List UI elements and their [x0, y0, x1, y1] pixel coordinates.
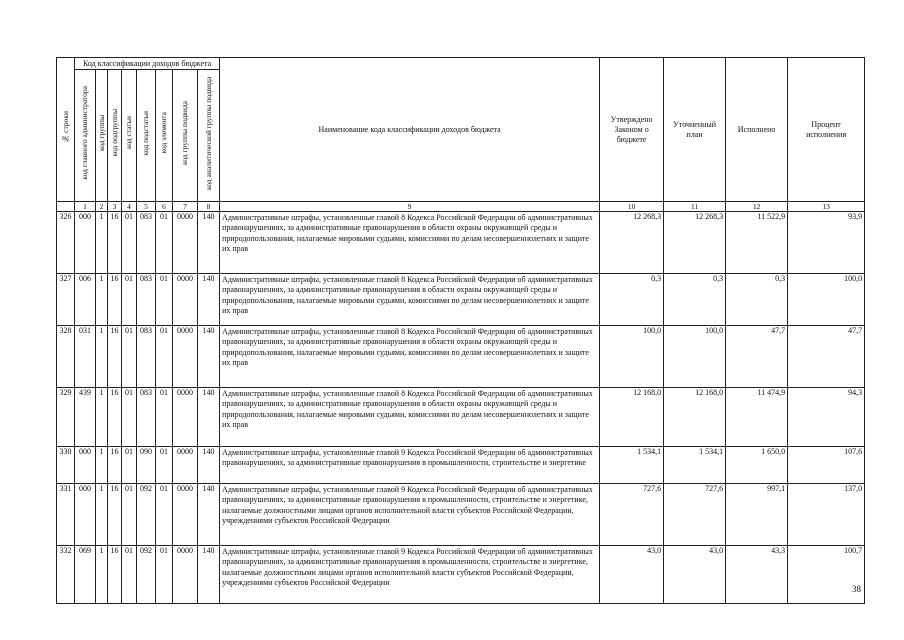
cell-plan: 0,3 [664, 274, 726, 326]
header-code-col [173, 70, 198, 202]
cell-c3: 16 [108, 484, 122, 546]
cell-c1: 006 [75, 274, 96, 326]
header-percent-label: Процент исполнения [806, 119, 847, 139]
header-plan-label: Уточненный план [673, 119, 717, 139]
column-index: 9 [220, 202, 600, 212]
cell-plan: 12 168,0 [664, 388, 726, 447]
cell-approved: 100,0 [600, 326, 664, 388]
column-index: 2 [96, 202, 108, 212]
header-approved [600, 58, 664, 202]
cell-c2: 1 [96, 274, 108, 326]
cell-approved: 12 168,0 [600, 388, 664, 447]
cell-num: 331 [57, 484, 75, 546]
cell-c5: 083 [137, 212, 156, 274]
cell-c3: 16 [108, 274, 122, 326]
header-code-group: Код классификации доходов бюджета [75, 58, 220, 70]
table-row [57, 326, 865, 388]
cell-c8: 140 [198, 274, 220, 326]
column-index: 11 [664, 202, 726, 212]
cell-c6: 01 [156, 212, 173, 274]
header-code-col [198, 70, 220, 202]
cell-c2: 1 [96, 447, 108, 484]
table-row [57, 484, 865, 546]
cell-percent: 94,3 [788, 388, 865, 447]
column-index: 1 [75, 202, 96, 212]
cell-executed: 47,7 [726, 326, 788, 388]
cell-c2: 1 [96, 546, 108, 604]
cell-c7: 0000 [173, 326, 198, 388]
cell-c5: 092 [137, 546, 156, 604]
cell-c6: 01 [156, 546, 173, 604]
cell-c5: 083 [137, 274, 156, 326]
cell-plan: 1 534,1 [664, 447, 726, 484]
cell-c6: 01 [156, 274, 173, 326]
cell-name: Административные штрафы, установленные главой 9 Кодекса Российской Федерации об административных правонарушениях, за административные правонарушения в промышленности, строительстве и энергетике, налагаемые должностными лицами органов исполнительной власти субъектов Российской Федерации, учреждениями субъектов Российской Федерации [220, 484, 600, 546]
cell-approved: 727,6 [600, 484, 664, 546]
cell-c7: 0000 [173, 546, 198, 604]
table-row [57, 274, 865, 326]
cell-c4: 01 [122, 326, 137, 388]
cell-c5: 092 [137, 484, 156, 546]
cell-c2: 1 [96, 484, 108, 546]
column-index: 13 [788, 202, 865, 212]
table-row [57, 212, 865, 274]
header-code-label: код группы подвида [180, 101, 189, 165]
header-code-col [122, 70, 137, 202]
cell-c2: 1 [96, 388, 108, 447]
cell-c7: 0000 [173, 484, 198, 546]
table-row [57, 447, 865, 484]
header-code-col [96, 70, 108, 202]
cell-name: Административные штрафы, установленные главой 8 Кодекса Российской Федерации об административных правонарушениях, за административные правонарушения в области охраны окружающей среды и природопользования, налагаемые мировыми судьями, комиссиями по делам несовершеннолетних и защите их прав [220, 212, 600, 274]
cell-c8: 140 [198, 388, 220, 447]
cell-c8: 140 [198, 546, 220, 604]
header-code-col [137, 70, 156, 202]
column-index [57, 202, 75, 212]
header-code-label: код группы [96, 114, 106, 152]
cell-c1: 000 [75, 447, 96, 484]
cell-percent: 137,0 [788, 484, 865, 546]
cell-percent: 100,7 [788, 546, 865, 604]
cell-c1: 439 [75, 388, 96, 447]
column-index: 5 [137, 202, 156, 212]
cell-c4: 01 [122, 484, 137, 546]
header-code-label: код аналитической группы подвида [203, 76, 213, 190]
cell-plan: 12 268,3 [664, 212, 726, 274]
table-row [57, 388, 865, 447]
cell-name: Административные штрафы, установленные главой 8 Кодекса Российской Федерации об административных правонарушениях, за административные правонарушения в области охраны окружающей среды и природопользования, налагаемые мировыми судьями, комиссиями по делам несовершеннолетних и защите их прав [220, 274, 600, 326]
cell-num: 330 [57, 447, 75, 484]
cell-c5: 083 [137, 388, 156, 447]
cell-c1: 069 [75, 546, 96, 604]
cell-c1: 031 [75, 326, 96, 388]
budget-revenue-table [56, 57, 865, 604]
cell-c8: 140 [198, 212, 220, 274]
cell-plan: 727,6 [664, 484, 726, 546]
cell-percent: 93,9 [788, 212, 865, 274]
cell-num: 329 [57, 388, 75, 447]
column-index: 6 [156, 202, 173, 212]
cell-c6: 01 [156, 326, 173, 388]
header-name: Наименование кода классификации доходов бюджета [220, 58, 600, 202]
header-code-label: код подстатьи [141, 110, 150, 156]
cell-c7: 0000 [173, 274, 198, 326]
cell-c3: 16 [108, 546, 122, 604]
cell-c5: 090 [137, 447, 156, 484]
cell-executed: 11 522,9 [726, 212, 788, 274]
cell-percent: 47,7 [788, 326, 865, 388]
cell-c8: 140 [198, 326, 220, 388]
cell-approved: 43,0 [600, 546, 664, 604]
cell-approved: 12 268,3 [600, 212, 664, 274]
cell-num: 332 [57, 546, 75, 604]
cell-c6: 01 [156, 484, 173, 546]
cell-executed: 43,3 [726, 546, 788, 604]
cell-c4: 01 [122, 546, 137, 604]
cell-num: 327 [57, 274, 75, 326]
column-index: 3 [108, 202, 122, 212]
header-plan [664, 58, 726, 202]
cell-c1: 000 [75, 484, 96, 546]
cell-c4: 01 [122, 212, 137, 274]
cell-plan: 100,0 [664, 326, 726, 388]
cell-name: Административные штрафы, установленные главой 9 Кодекса Российской Федерации об административных правонарушениях, за административные правонарушения в промышленности, строительстве и энергетике, налагаемые должностными лицами органов исполнительной власти субъектов Российской Федерации, учреждениями субъектов Российской Федерации [220, 546, 600, 604]
cell-executed: 997,1 [726, 484, 788, 546]
cell-c6: 01 [156, 447, 173, 484]
table-row [57, 546, 865, 604]
column-index: 4 [122, 202, 137, 212]
cell-c3: 16 [108, 326, 122, 388]
header-percent [788, 58, 865, 202]
page-number: 38 [852, 584, 861, 594]
column-index: 7 [173, 202, 198, 212]
cell-c2: 1 [96, 326, 108, 388]
cell-c7: 0000 [173, 447, 198, 484]
cell-c1: 000 [75, 212, 96, 274]
cell-c3: 16 [108, 212, 122, 274]
cell-c8: 140 [198, 447, 220, 484]
cell-c6: 01 [156, 388, 173, 447]
cell-name: Административные штрафы, установленные главой 8 Кодекса Российской Федерации об административных правонарушениях, за административные правонарушения в области охраны окружающей среды и природопользования, налагаемые мировыми судьями, комиссиями по делам несовершеннолетних и защите их прав [220, 388, 600, 447]
cell-executed: 0,3 [726, 274, 788, 326]
column-index-row [57, 202, 865, 212]
header-row-number-label: № строки [60, 110, 70, 144]
cell-c7: 0000 [173, 212, 198, 274]
cell-num: 328 [57, 326, 75, 388]
cell-name: Административные штрафы, установленные главой 8 Кодекса Российской Федерации об административных правонарушениях, за административные правонарушения в области охраны окружающей среды и природопользования, налагаемые мировыми судьями, комиссиями по делам несовершеннолетних и защите их прав [220, 326, 600, 388]
cell-c3: 16 [108, 388, 122, 447]
cell-c4: 01 [122, 274, 137, 326]
header-code-col [108, 70, 122, 202]
header-row-number [57, 58, 75, 202]
cell-executed: 11 474,9 [726, 388, 788, 447]
column-index: 8 [198, 202, 220, 212]
cell-percent: 100,0 [788, 274, 865, 326]
header-code-label: код элемента [159, 112, 168, 154]
cell-c4: 01 [122, 388, 137, 447]
header-code-col [75, 70, 96, 202]
cell-c8: 140 [198, 484, 220, 546]
header-code-label: код главного администратора [80, 86, 89, 180]
column-index: 10 [600, 202, 664, 212]
cell-c7: 0000 [173, 388, 198, 447]
cell-approved: 1 534,1 [600, 447, 664, 484]
cell-c2: 1 [96, 212, 108, 274]
header-code-col [156, 70, 173, 202]
cell-plan: 43,0 [664, 546, 726, 604]
cell-c4: 01 [122, 447, 137, 484]
cell-approved: 0,3 [600, 274, 664, 326]
header-approved-label: Утверждено Законом о бюджете [610, 114, 653, 144]
cell-percent: 107,6 [788, 447, 865, 484]
header-executed: Исполнено [726, 58, 788, 202]
cell-c5: 083 [137, 326, 156, 388]
header-code-label: код подгруппы [109, 109, 119, 157]
header-code-label: код статьи [124, 116, 133, 150]
cell-name: Административные штрафы, установленные главой 9 Кодекса Российской Федерации об административных правонарушениях, за административные правонарушения в промышленности, строительстве и энергетике [220, 447, 600, 484]
cell-executed: 1 650,0 [726, 447, 788, 484]
cell-num: 326 [57, 212, 75, 274]
column-index: 12 [726, 202, 788, 212]
cell-c3: 16 [108, 447, 122, 484]
